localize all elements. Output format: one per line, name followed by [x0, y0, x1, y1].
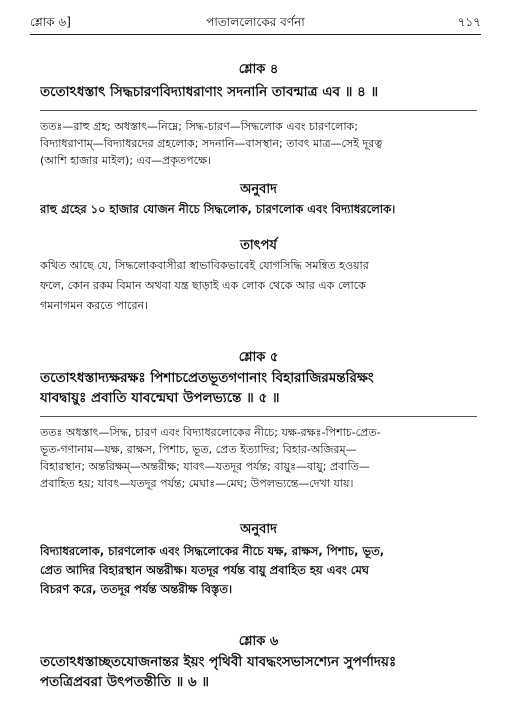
verse-line: পতত্রিপ্রবরা উৎপতন্তীতি ॥ ৬ ॥ [40, 674, 210, 690]
word-meanings-line: ভূত-গণানাম—যক্ষ, রাক্ষস, পিশাচ, ভূত, প্রেত ইত্যাদির; বিহার-অজিরম্— [40, 443, 357, 456]
verse-line: যাবদ্বায়ুঃ প্রবাতি যাবন্মেঘা উপলভ্যন্তে ॥ ৫ ॥ [40, 390, 280, 406]
word-meanings [40, 118, 477, 169]
section-divider [40, 416, 477, 417]
word-meanings-line: বিদ্যাধরাণাম্—বিদ্যাধরদের গ্রহলোক; সদনানি—বাসস্থান; তাবৎ মাত্র—সেই দূরত্ব [40, 137, 383, 150]
purport-text [40, 256, 477, 316]
verse-line: ততোঽধস্তাচ্ছতযোজনান্তর ইয়ং পৃথিবী যাবদ্ধংসভাসশ্যেন সুপর্ণাদয়ঃ [40, 654, 397, 670]
header-rule [30, 34, 481, 35]
translation-text [40, 542, 477, 599]
word-meanings [40, 424, 477, 492]
purport-heading: তাৎপর্য [240, 238, 277, 253]
translation-line: বিচরণ করে, ততদূর পর্যন্ত অন্তরীক্ষ বিস্তৃত। [40, 582, 233, 596]
word-meanings-line: বিহারস্থান; অন্তরিক্ষম্—অন্তরীক্ষ; যাবৎ—যতদূর পর্যন্ত; বায়ুঃ—বায়ু; প্রবাতি— [40, 460, 370, 473]
translation-line: বিদ্যাধরলোক, চারণলোক এবং সিদ্ধলোকের নীচে যক্ষ, রাক্ষস, পিশাচ, ভূত, [40, 544, 385, 558]
header-chapter-title: পাতাললোকের বর্ণনা [206, 15, 305, 29]
header-page-number: ৭১৭ [457, 15, 481, 29]
translation-line: রাহু গ্রহের ১০ হাজার যোজন নীচে সিদ্ধলোক, চারণলোক এবং বিদ্যাধরলোক। [40, 202, 396, 216]
verse-heading: শ্লোক ৫ [238, 350, 279, 365]
purport-line: গমনাগমন করতে পারেন। [40, 299, 148, 312]
word-meanings-line: ততঃ অধস্তাৎ—সিদ্ধ, চারণ এবং বিদ্যাধরলোকের নীচে; যক্ষ-রক্ষঃ-পিশাচ-প্রেত- [40, 426, 381, 439]
word-meanings-line: (আশি হাজার মাইল); এব—প্রকৃতপক্ষে। [40, 154, 211, 167]
verse-heading: শ্লোক ৪ [238, 62, 279, 77]
section-divider [40, 110, 477, 111]
word-meanings-line: প্রবাহিত হয়; যাবৎ—যতদূর পর্যন্ত; মেঘাঃ—মেঘ; উপলভ্যন্তে—দেখা যায়। [40, 477, 354, 490]
verse-text [40, 652, 477, 692]
verse-text [40, 368, 477, 408]
translation-heading: অনুবাদ [240, 182, 277, 197]
word-meanings-line: ততঃ—রাহু গ্রহ; অধস্তাৎ—নিম্নে; সিদ্ধ-চারণ—সিদ্ধলোক এবং চারণলোক; [40, 120, 358, 133]
translation-text [40, 200, 477, 219]
translation-line: প্রেত আদির বিহারস্থান অন্তরীক্ষ। যতদূর পর্যন্ত বায়ু প্রবাহিত হয় এবং মেঘ [40, 563, 369, 577]
running-header [30, 14, 481, 36]
translation-heading: অনুবাদ [240, 522, 277, 537]
verse-heading: শ্লোক ৬ [238, 634, 279, 649]
purport-line: ফলে, কোন রকম বিমান অথবা যন্ত্র ছাড়াই এক লোক থেকে আর এক লোকে [40, 279, 366, 292]
verse-line: ততোঽধস্তাৎ সিদ্ধচারণবিদ্যাধরাণাং সদনানি তাবন্মাত্র এব ॥ ৪ ॥ [40, 84, 379, 100]
verse-line: ততোঽধস্তাদ্যক্ষরক্ষঃ পিশাচপ্রেতভূতগণানাং বিহারাজিরমন্তরিক্ষং [40, 370, 374, 386]
verse-text [40, 82, 477, 102]
header-verse-ref: শ্লোক ৬] [30, 15, 71, 29]
purport-line: কথিত আছে যে, সিদ্ধলোকবাসীরা স্বাভাবিকভাবেই যোগসিদ্ধি সমন্বিত হওয়ার [40, 259, 369, 272]
